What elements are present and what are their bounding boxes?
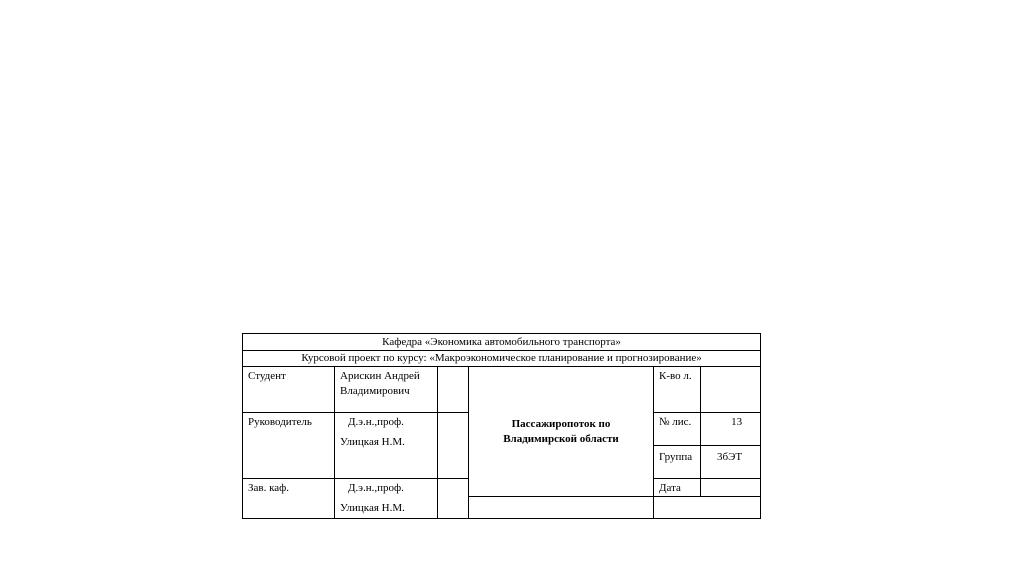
- bottom-right-blank-cell: [654, 497, 761, 519]
- supervisor-signature-cell: [438, 413, 469, 479]
- sheets-count-label: К-во л.: [654, 367, 701, 413]
- date-value: [701, 479, 761, 497]
- supervisor-name: Улицкая Н.М.: [340, 436, 405, 448]
- head-name: Улицкая Н.М.: [340, 502, 405, 514]
- document-title-bottom-cell: [469, 497, 654, 519]
- project-cell: Курсовой проект по курсу: «Макроэкономическое планирование и прогнозирование»: [243, 351, 761, 367]
- head-degree: Д.э.н.,проф.: [348, 482, 404, 494]
- title-block-table: [242, 333, 761, 519]
- student-name-cell: [335, 367, 438, 413]
- group-label: Группа: [654, 446, 701, 479]
- head-cell: [335, 479, 438, 519]
- student-name-line1: Арискин Андрей: [340, 370, 420, 382]
- student-signature-cell: [438, 367, 469, 413]
- head-signature-cell: [438, 479, 469, 519]
- sheets-count-value: [701, 367, 761, 413]
- document-title-line1: Пассажиропоток по: [511, 417, 611, 430]
- student-label: Студент: [243, 367, 335, 413]
- department-cell: Кафедра «Экономика автомобильного транспорта»: [243, 334, 761, 351]
- supervisor-degree: Д.э.н.,проф.: [348, 416, 404, 428]
- group-value: 3бЭТ: [701, 446, 761, 479]
- supervisor-cell: [335, 413, 438, 479]
- student-name-line2: Владимирович: [340, 385, 410, 397]
- document-title-line2: Владимирской области: [503, 432, 619, 445]
- sheet-number-label: № лис.: [654, 413, 701, 446]
- head-label: Зав. каф.: [243, 479, 335, 519]
- supervisor-label: Руководитель: [243, 413, 335, 479]
- date-label: Дата: [654, 479, 701, 497]
- sheet-number-value: 13: [701, 413, 761, 446]
- document-title-cell: [469, 367, 654, 497]
- title-block: [242, 333, 760, 519]
